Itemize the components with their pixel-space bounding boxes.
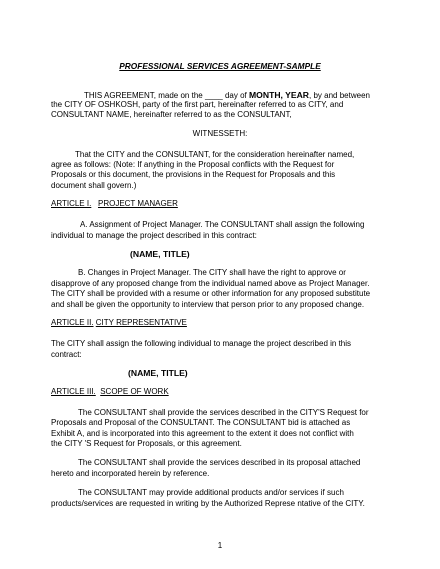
recital-line: That the CITY and the CONSULTANT, for the consideration hereinafter named, xyxy=(75,150,355,159)
scope-line: Proposals and Proposal of the CONSULTANT. The CONSULTANT bid is attached as xyxy=(51,418,351,427)
agreement-intro-line-2: the CITY OF OSHKOSH, party of the first part, hereinafter referred to as CITY, and xyxy=(51,100,344,109)
intro-text: THIS AGREEMENT, made on the xyxy=(84,91,203,100)
article-1b-line: The CITY shall be provided with a resume or other information for any proposed substitute xyxy=(51,289,371,298)
intro-text-between: , by and between xyxy=(309,91,370,100)
article-1a-line: A. Assignment of Project Manager. The CONSULTANT shall assign the following xyxy=(80,220,365,229)
witnesseth-heading: WITNESSETH: xyxy=(192,129,248,138)
article-1a-line: individual to manage the project described in this contract: xyxy=(51,231,257,240)
article-1-heading xyxy=(51,199,178,210)
document-title: PROFESSIONAL SERVICES AGREEMENT-SAMPLE xyxy=(119,61,321,71)
article-2-heading xyxy=(51,318,187,329)
scope-line: The CONSULTANT may provide additional products and/or services if such xyxy=(78,488,344,497)
agreement-intro-line-3: CONSULTANT NAME, hereinafter referred to as the CONSULTANT, xyxy=(51,110,292,119)
recital-line: Proposals or this document, the provisions in the Request for Proposals and this xyxy=(51,170,336,179)
scope-line: hereto and incorporated herein by reference. xyxy=(51,469,210,478)
scope-line: The CONSULTANT shall provide the services described in its proposal attached xyxy=(78,458,361,467)
scope-line: The CONSULTANT shall provide the services described in the CITY'S Request for xyxy=(78,408,369,417)
article-title: SCOPE OF WORK xyxy=(100,387,169,396)
intro-text-day: day of xyxy=(224,91,247,100)
city-representative-name-title: (NAME, TITLE) xyxy=(128,368,188,378)
page-number: 1 xyxy=(217,541,223,550)
month-year: MONTH, YEAR xyxy=(249,90,310,100)
article-2-line: contract: xyxy=(51,350,82,359)
project-manager-name-title: (NAME, TITLE) xyxy=(130,249,190,259)
article-1b-line: disapprove of any proposed change from the individual named above as Project Manager. xyxy=(51,279,370,288)
article-3-heading xyxy=(51,387,169,398)
article-label: ARTICLE I. xyxy=(51,199,92,208)
recital-line: agree as follows: (Note: If anything in the Proposal conflicts with the Request for xyxy=(51,160,335,169)
scope-line: the CITY 'S Request for Proposals, or this agreement. xyxy=(51,439,242,448)
scope-line: products/services are requested in writing by the Authorized Represe ntative of the CITY. xyxy=(51,499,365,508)
article-1b-line: B. Changes in Project Manager. The CITY shall have the right to approve or xyxy=(78,268,346,277)
scope-line: Exhibit A, and is incorporated into this agreement to the extent it does not conflict with xyxy=(51,429,354,438)
article-title: CITY REPRESENTATIVE xyxy=(95,318,187,327)
article-2-line: The CITY shall assign the following individual to manage the project described in this xyxy=(51,339,352,348)
article-label: ARTICLE III. xyxy=(51,387,96,396)
day-blank: ____ xyxy=(204,91,223,100)
article-1b-line: and shall be given the opportunity to interview that person prior to any proposed change. xyxy=(51,300,365,309)
article-label: ARTICLE II. xyxy=(51,318,94,327)
recital-line: document shall govern.) xyxy=(51,181,137,190)
article-title: PROJECT MANAGER xyxy=(97,199,178,208)
